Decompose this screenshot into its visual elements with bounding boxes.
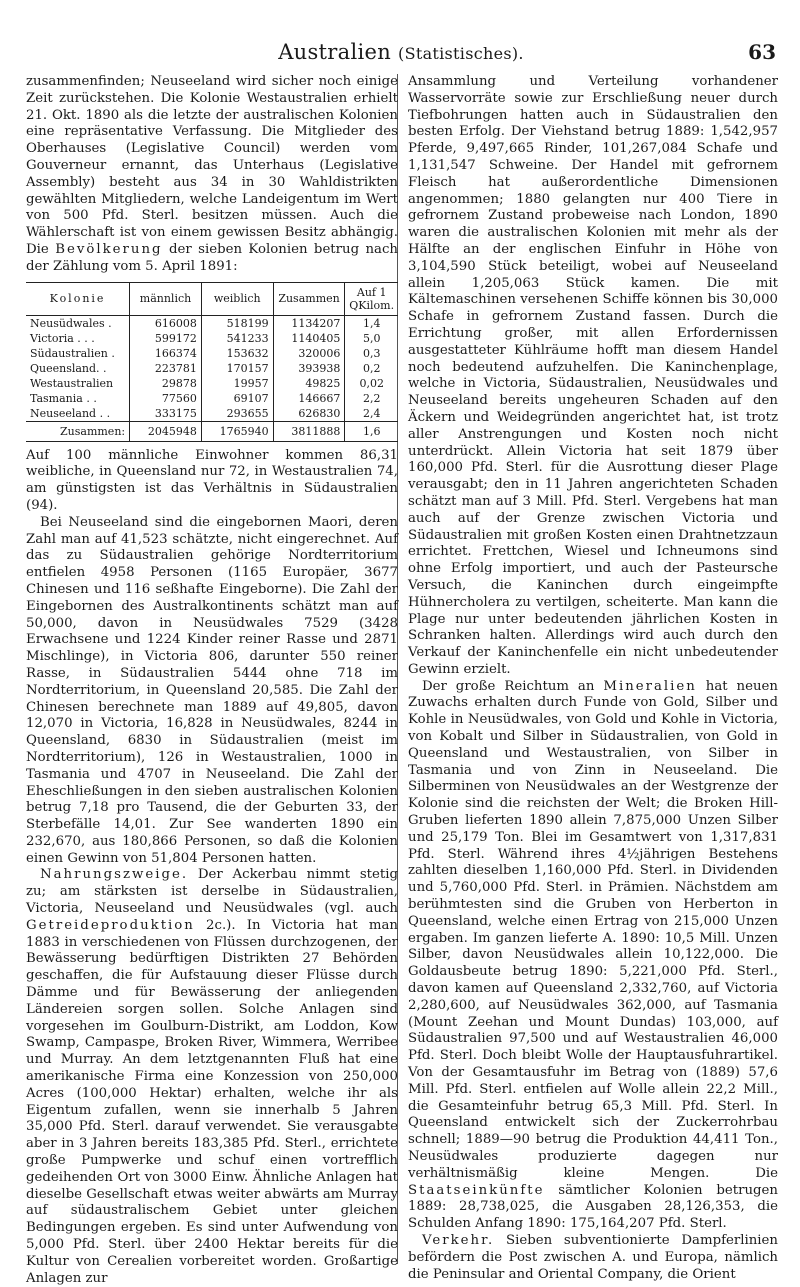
table-row [26,391,398,406]
table-cell: Westaustralien [30,376,114,390]
column-header: Zusammen [273,282,345,315]
spaced-term: Staatseinkünfte [408,1182,545,1198]
table-cell: 541233 [201,331,273,346]
table-cell: 19957 [201,376,273,391]
table-cell: 1,6 [345,421,398,441]
table-cell: 29878 [130,376,202,391]
paragraph-text: sämtlicher Kolonien betrugen 1889: 28,738,025, die Ausgaben 28,126,353, die Schulden Anfang 1890: 175,164,207 Pfd. Sterl. [408,1182,778,1232]
table-cell: Queensland. . [30,361,107,375]
spaced-term: Getreideproduktion [26,917,195,933]
table-cell: 293655 [201,406,273,422]
paragraph-sex-ratio: Auf 100 männliche Einwohner kommen 86,31 weibliche, in Queensland nur 72, in Westaustralien 74, am günstigsten ist das Verhältnis in Südaustralien (94). [26,447,398,513]
left-column [26,74,398,1287]
running-title-sub: (Statistisches). [398,44,524,63]
paragraph-text: Der große Reichtum an [422,678,595,694]
table-cell: 616008 [130,315,202,331]
paragraph-text: 2c.). In Victoria hat man 1883 in verschiedenen von Flüssen durchzogenen, der Bewässerung bedürftigen Distrikten 27 Behörden geschaffen, die für Aufstauung dieser Flüsse durch Dämme und für Bewässerung der anliegenden Ländereien sorgen sollen. Solche Anlagen sind vorgesehen im Goulburn-Distrikt, am Loddon, Kow Swamp, Campaspe, Broken River, Wimmera, Werribee und Murray. An dem letztgenannten Fluß hat eine amerikanische Firma eine Konzession von 250,000 Acres (100,000 Hektar) erhalten, welche ihr als Eigentum zufallen, wenn sie innerhalb 5 Jahren 35,000 Pfd. Sterl. darauf verwendet. Sie verausgabte aber in 3 Jahren bereits 183,385 Pfd. Sterl., errichtete große Pumpwerke und schuf einen vortrefflich gedeihenden Ort von 3000 Einw. Ähnliche Anlagen hat dieselbe Gesellschaft etwas weiter abwärts am Murray auf südaustralischem Gebiet unter gleichen Bedingungen ergeben. Es sind unter Aufwendung von 5,000 Pfd. Sterl. über 2400 Hektar bereits für die Kultur von Cerealien vorbereitet worden. Großartige Anlagen zur [26,917,398,1286]
table-row [26,346,398,361]
column-header: Auf 1 QKilom. [345,282,398,315]
table-cell: 1765940 [201,421,273,441]
table-cell: 1140405 [273,331,345,346]
table-cell: 2045948 [130,421,202,441]
table-cell: Südaustralien . [30,346,115,360]
column-header: männlich [130,282,202,315]
table-cell: 2,2 [345,391,398,406]
running-title [26,40,776,64]
table-cell: 599172 [130,331,202,346]
table-cell: 2,4 [345,406,398,422]
column-header: weiblich [201,282,273,315]
table-row [26,376,398,391]
table-header-row [26,282,398,315]
table-row [26,315,398,331]
table-cell: 0,02 [345,376,398,391]
table-cell: 49825 [273,376,345,391]
table-cell: 153632 [201,346,273,361]
paragraph-natives: Bei Neuseeland sind die eingebornen Maori, deren Zahl man auf 41,523 schätzte, nicht eingerechnet. Auf das zu Südaustralien gehörige Nordterritorium entfielen 4958 Personen (1165 Europäer, 3677 Chinesen und 116 seßhafte Eingeborne). Die Zahl der Eingebornen des Australkontinents schätzt man auf 50,000, davon in Neusüdwales 7529 (3428 Erwachsene und 1224 Kinder reiner Rasse und 2871 Mischlinge), in Victoria 806, darunter 550 reiner Rasse, in Südaustralien 5444 ohne 718 im Nordterritorium, in Queensland 20,585. Die Zahl der Chinesen berechnete man 1889 auf 49,805, davon 12,070 in Victoria, 16,828 in Neusüdwales, 8244 in Queensland, 6830 in Südaustralien (meist im Nordterritorium), 126 in Westaustralien, 1000 in Tasmania und 4707 in Neuseeland. Die Zahl der Eheschließungen in den sieben australischen Kolonien betrug 7,18 pro Tausend, die der Geburten 33, der Sterbefälle 14,01. Zur See wanderten 1890 ein 232,670, aus 180,866 Personen, so daß die Kolonien einen Gewinn von 51,804 Personen hatten. [26,514,398,866]
table-cell: 333175 [130,406,202,422]
table-cell: Zusammen: [26,421,130,441]
table-cell: 69107 [201,391,273,406]
page-number: 63 [748,40,776,64]
paragraph-nahrungszweige [26,867,398,1287]
table-cell: 626830 [273,406,345,422]
right-column [408,74,778,1283]
paragraph-verkehr [408,1233,778,1283]
paragraph-livestock: Ansammlung und Verteilung vorhandener Wasservorräte sowie zur Erschließung neuer durch Tiefbohrungen hatten auch in Südaustralien den besten Erfolg. Der Viehstand betrug 1889: 1,542,957 Pferde, 9,497,665 Rinder, 101,267,084 Schafe und 1,131,547 Schweine. Der Handel mit gefrornem Fleisch hat außerordentliche Dimensionen angenommen; 1880 gelangten nur 400 Tiere in gefrornem Zustand probeweise nach London, 1890 waren die australischen Kolonien mit mehr als der Hälfte an der englischen Einfuhr in Höhe von 3,104,590 Stück beteiligt, wobei auf Neuseeland allein 1,205,063 Stück kamen. Die mit Kältemaschinen versehenen Schiffe können bis 30,000 Schafe in gefrornem Zustand fassen. Durch die Errichtung großer, mit allen Erfordernissen ausgestatteter Kühlräume hofft man diesem Handel noch bedeutend aufzuhelfen. Die Kaninchenplage, welche in Victoria, Südaustralien, Neusüdwales und Neuseeland bereits ungeheuren Schaden auf den Äckern und Weidegründen angerichtet hat, ist trotz aller Anstrengungen und Kosten noch nicht unterdrückt. Allein Victoria hat seit 1879 über 160,000 Pfd. Sterl. für die Ausrottung dieser Plage verausgabt; den in 11 Jahren angerichteten Schaden schätzt man auf 3 Mill. Pfd. Sterl. Vergebens hat man auch auf der Grenze zwischen Victoria und Südaustralien mit großen Kosten einen Drahtnetzzaun errichtet. Frettchen, Wiesel und Ichneumons sind ohne Erfolg importiert, und auch der Pasteursche Versuch, die Kaninchen durch eingeimpfte Hühnercholera zu vertilgen, scheiterte. Man kann die Plage nur unter bedeutenden jährlichen Kosten in Schranken halten. Allerdings wird auch durch den Verkauf der Kaninchenfelle ein nicht unbedeutender Gewinn erzielt. [408,74,778,677]
table-cell: 1134207 [273,315,345,331]
paragraph-text: der sieben Kolonien betrug nach der Zählung vom 5. April 1891: [26,241,398,274]
spaced-term: Bevölkerung [55,241,163,257]
table-cell: 518199 [201,315,273,331]
table-cell: 320006 [273,346,345,361]
paragraph-minerals [408,679,778,1233]
table-cell: 166374 [130,346,202,361]
table-cell: Neusüdwales . [30,316,112,330]
table-cell: 1,4 [345,315,398,331]
paragraph-text: zusammenfinden; Neuseeland wird sicher noch einige Zeit zurückstehen. Die Kolonie Westaustralien erhielt 21. Okt. 1890 als die letzte der australischen Kolonien eine repräsentative Verfassung. Die Mitglieder des Oberhauses (Legislative Council) werden vom Gouverneur ernannt, das Unterhaus (Legislative Assembly) besteht aus 34 in 30 Wahldistrikten gewählten Mitgliedern, welche Landeigentum im Wert von 500 Pfd. Sterl. besitzen müssen. Auch die Wählerschaft ist von einem gewissen Besitz abhängig. Die [26,74,398,257]
table-row [26,361,398,376]
paragraph-text: Sieben subventionierte Dampferlinien befördern die Post zwischen A. und Europa, nämlich die Peninsular and Oriental Company, die Orient [408,1232,778,1282]
table-cell: 5,0 [345,331,398,346]
table-row [26,331,398,346]
table-cell: 0,2 [345,361,398,376]
running-header [26,38,776,68]
column-header: Kolonie [26,282,130,315]
paragraph-text: Der Ackerbau nimmt stetig zu; am stärksten ist derselbe in Südaustralien, Victoria, Neuseeland und Neusüdwales (vgl. auch [26,867,398,917]
table-cell: Tasmania . . [30,391,97,405]
table-cell: 146667 [273,391,345,406]
table-cell: 3811888 [273,421,345,441]
paragraph-text: hat neuen Zuwachs erhalten durch Funde von Gold, Silber und Kohle in Neusüdwales, von Gold und Kohle in Victoria, von Kobalt und Silber in Südaustralien, von Gold in Queensland und Westaustralien, von Silber in Tasmania und von Zinn in Neuseeland. Die Silberminen von Neusüdwales an der Westgrenze der Kolonie sind die reichsten der Welt; die Broken Hill-Gruben lieferten 1890 allein 7,875,000 Unzen Silber und 25,179 Ton. Blei im Gesamtwert von 1,317,831 Pfd. Sterl. Während ihres 4½jährigen Bestehens zahlten dieselben 1,160,000 Pfd. Sterl. in Dividenden und 5,760,000 Pfd. Sterl. in Prämien. Nächstdem am berühmtesten sind die Gruben von Herberton in Queensland, welche einen Ertrag von 215,000 Unzen ergaben. Im ganzen lieferte A. 1890: 10,5 Mill. Unzen Silber, davon Neusüdwales allein 10,122,000. Die Goldausbeute betrug 1890: 5,221,000 Pfd. Sterl., davon kamen auf Queensland 2,332,760, auf Victoria 2,280,600, auf Neusüdwales 362,000, auf Tasmania (Mount Zeehan und Mount Dundas) 103,000, auf Südaustralien 97,500 und auf Westaustralien 46,000 Pfd. Sterl. Doch bleibt Wolle der Hauptausfuhrartikel. Von der Gesamtausfuhr im Betrag von (1889) 57,6 Mill. Pfd. Sterl. entfielen auf Wolle allein 22,2 Mill., die Gesamteinfuhr betrug 65,3 Mill. Pfd. Sterl. In Queensland entwickelt sich der Zuckerrohrbau schnell; 1889—90 betrug die Produktion 44,411 Ton., Neusüdwales produzierte dagegen nur verhältnismäßig kleine Mengen. Die [408,678,778,1181]
paragraph-constitution [26,74,398,276]
spaced-term: Mineralien [603,678,697,694]
table-total-row [26,421,398,441]
table-cell: 223781 [130,361,202,376]
spaced-term: Verkehr. [422,1232,495,1248]
table-cell: 170157 [201,361,273,376]
population-table [26,282,398,442]
table-row [26,406,398,422]
running-title-main: Australien [278,40,392,64]
table-cell: 0,3 [345,346,398,361]
spaced-term: Nahrungszweige. [40,867,189,883]
table-cell: 393938 [273,361,345,376]
table-cell: Victoria . . . [30,331,95,345]
table-cell: Neuseeland . . [30,406,111,420]
table-cell: 77560 [130,391,202,406]
